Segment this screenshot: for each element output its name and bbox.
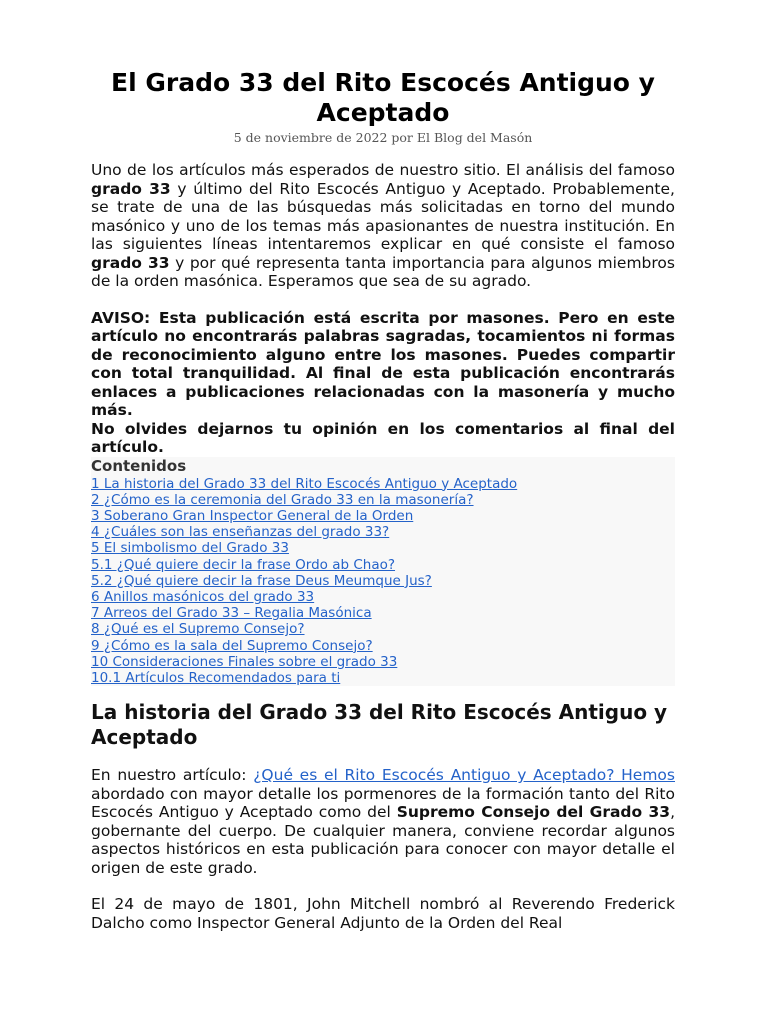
intro-bold-2: grado 33 (91, 253, 170, 272)
article-byline: 5 de noviembre de 2022 por El Blog del Masón (233, 130, 533, 145)
section-text-2: abordado con mayor detalle los pormenores de la formación tanto del Rito Escocés Antiguo y Aceptado como del (91, 784, 675, 822)
toc-item (91, 573, 675, 589)
toc-link[interactable]: 8 ¿Qué es el Supremo Consejo? (91, 621, 305, 638)
toc-item (91, 524, 675, 540)
toc-item (91, 589, 675, 605)
toc-item (91, 638, 675, 654)
toc-link[interactable]: 6 Anillos masónicos del grado 33 (91, 588, 315, 605)
toc-link[interactable]: 9 ¿Cómo es la sala del Supremo Consejo? (91, 637, 373, 654)
toc-item (91, 654, 675, 670)
notice-paragraph: AVISO: Esta publicación está escrita por masones. Pero en este artículo no encontrarás palabras sagradas, tocamientos ni formas de reconocimiento alguno entre los masones. Puedes compartir con total tranquilidad. Al final de esta publicación encontrarás enlaces a publicaciones relacionadas con la masonería y mucho más. (91, 308, 675, 419)
intro-bold-1: grado 33 (91, 179, 171, 198)
article (91, 68, 675, 932)
toc-link[interactable]: 5.2 ¿Qué quiere decir la frase Deus Meumque Jus? (91, 572, 432, 589)
toc-link[interactable]: 2 ¿Cómo es la ceremonia del Grado 33 en la masonería? (91, 491, 474, 508)
intro-text-1: Uno de los artículos más esperados de nuestro sitio. El análisis del famoso (91, 161, 675, 179)
section-text-3: , gobernante del cuerpo. De cualquier manera, conviene recordar algunos aspectos históricos en esta publicación para conocer con mayor detalle el origen de este grado. (91, 803, 676, 877)
intro-text-3: y por qué representa tanta importancia para algunos miembros de la orden masónica. Esperamos que sea de su agrado. (91, 253, 675, 290)
related-article-link[interactable]: ¿Qué es el Rito Escocés Antiguo y Aceptado? Hemos (253, 766, 675, 785)
toc-item (91, 492, 675, 508)
toc-item (91, 508, 675, 524)
toc-item (91, 476, 675, 492)
toc-title: Contenidos (91, 456, 187, 475)
toc-item (91, 670, 675, 686)
toc-list (91, 476, 675, 687)
toc-link[interactable]: 10.1 Artículos Recomendados para ti (91, 669, 341, 686)
section-heading: La historia del Grado 33 del Rito Escocés Antiguo y Aceptado (91, 700, 668, 750)
toc-link[interactable]: 5.1 ¿Qué quiere decir la frase Ordo ab Chao? (91, 556, 396, 573)
article-title: El Grado 33 del Rito Escocés Antiguo y Aceptado (111, 68, 655, 127)
toc-item (91, 557, 675, 573)
toc-link[interactable]: 3 Soberano Gran Inspector General de la Orden (91, 507, 414, 524)
toc-item (91, 540, 675, 556)
toc-item (91, 621, 675, 637)
table-of-contents (91, 457, 675, 687)
toc-link[interactable]: 5 El simbolismo del Grado 33 (91, 540, 289, 557)
section-text-1: En nuestro artículo: (91, 766, 254, 785)
toc-link[interactable]: 7 Arreos del Grado 33 – Regalia Masónica (91, 605, 372, 622)
notice-comment-paragraph: No olvides dejarnos tu opinión en los comentarios al final del artículo. (91, 419, 675, 456)
section-bold-text: Supremo Consejo del Grado 33 (396, 803, 671, 822)
toc-item (91, 605, 675, 621)
section-paragraph-1 (91, 766, 675, 877)
section-paragraph-2: El 24 de mayo de 1801, John Mitchell nombró al Reverendo Frederick Dalcho como Inspector General Adjunto de la Orden del Real (91, 895, 675, 932)
intro-text-2: y último del Rito Escocés Antiguo y Aceptado. Probablemente, se trate de una de las búsquedas más solicitadas en torno del mundo masónico y uno de los temas más apasionantes de nuestra institución. En las siguientes líneas intentaremos explicar en qué consiste el famoso (91, 179, 675, 253)
intro-paragraph (91, 161, 675, 291)
toc-link[interactable]: 1 La historia del Grado 33 del Rito Escocés Antiguo y Aceptado (91, 475, 518, 492)
toc-link[interactable]: 4 ¿Cuáles son las enseñanzas del grado 33? (91, 524, 390, 541)
toc-link[interactable]: 10 Consideraciones Finales sobre el grado 33 (91, 653, 398, 670)
